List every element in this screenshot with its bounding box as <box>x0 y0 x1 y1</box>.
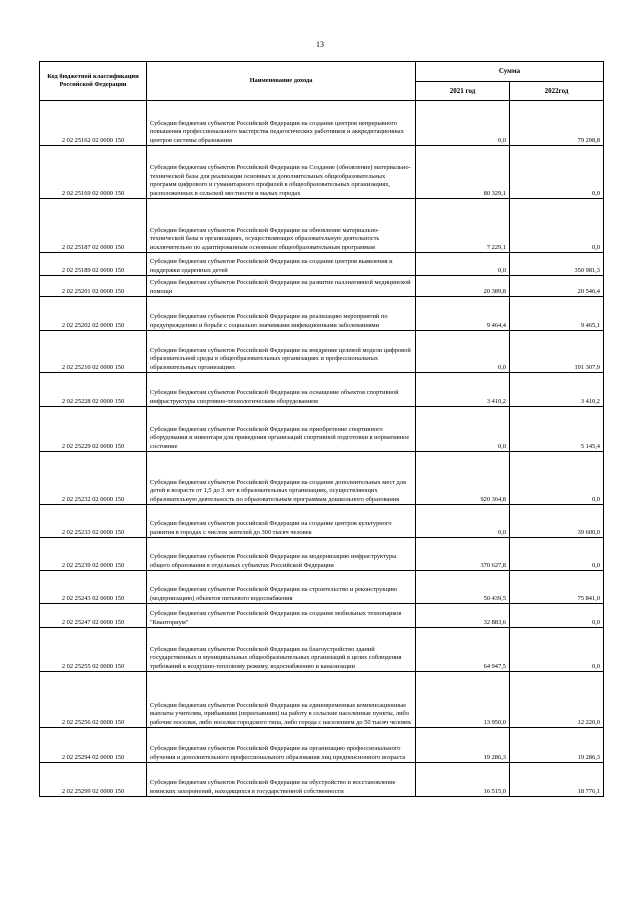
row-value-2021: 0,0 <box>416 101 510 146</box>
row-value-2021: 3 410,2 <box>416 373 510 407</box>
row-value-2022: 0,0 <box>510 146 604 199</box>
row-code: 2 02 25210 02 0000 150 <box>40 331 147 373</box>
row-value-2021: 0,0 <box>416 505 510 538</box>
row-value-2022: 39 600,0 <box>510 505 604 538</box>
row-value-2021: 9 464,4 <box>416 297 510 331</box>
row-code: 2 02 25255 02 0000 150 <box>40 628 147 672</box>
row-name: Субсидии бюджетам субъектов Российской Федерации на обновление материально-технической базы в организациях, осуществляющих образовательную деятельность исключительно по адаптированным основным общеобразовательным программам <box>147 199 416 253</box>
table-row <box>40 505 604 538</box>
row-value-2021: 7 229,1 <box>416 199 510 253</box>
row-code: 2 02 25239 02 0000 150 <box>40 538 147 571</box>
row-name: Субсидии бюджетам субъектов Российской Федерации на благоустройство зданий государственных и муниципальных общеобразовательных организаций в целях соблюдения требований к воздушно-тепловому режиму, водоснабжению и канализации <box>147 628 416 672</box>
row-name: Субсидии бюджетам субъектов Российской Федерации на оснащение объектов спортивной инфраструктуры спортивно-технологическим оборудованием <box>147 373 416 407</box>
row-value-2022: 3 410,2 <box>510 373 604 407</box>
row-value-2022: 0,0 <box>510 538 604 571</box>
row-name: Субсидии бюджетам субъектов Российской Федерации на обустройство и восстановление воинских захоронений, находящихся в государственной собственности <box>147 763 416 797</box>
row-code: 2 02 25202 02 0000 150 <box>40 297 147 331</box>
table-row <box>40 763 604 797</box>
row-code: 2 02 25256 02 0000 150 <box>40 672 147 728</box>
row-value-2022: 18 776,1 <box>510 763 604 797</box>
table-row <box>40 276 604 297</box>
row-code: 2 02 25228 02 0000 150 <box>40 373 147 407</box>
row-code: 2 02 25229 02 0000 150 <box>40 407 147 452</box>
row-name: Субсидии бюджетам субъектов Российской Федерации на организацию профессионального обучения и дополнительного профессионального образования лиц предпенсионного возраста <box>147 728 416 763</box>
table-row <box>40 199 604 253</box>
row-name: Субсидии бюджетам субъектов Российской Федерации на создание дополнительных мест для детей в возрасте от 1,5 до 3 лет в образовательных организациях, осуществляющих образовательную деятельность по образовательным программам дошкольного образования <box>147 452 416 505</box>
row-name: Субсидии бюджетам субъектов российской Федерации на создание центров культурного развития в городах с числом жителей до 300 тысяч человек <box>147 505 416 538</box>
row-code: 2 02 25233 02 0000 150 <box>40 505 147 538</box>
row-value-2022: 9 465,1 <box>510 297 604 331</box>
row-code: 2 02 25189 02 0000 150 <box>40 253 147 276</box>
table-row <box>40 101 604 146</box>
row-value-2022: 0,0 <box>510 604 604 628</box>
row-value-2021: 0,0 <box>416 253 510 276</box>
row-code: 2 02 25201 02 0000 150 <box>40 276 147 297</box>
table-row <box>40 331 604 373</box>
row-value-2021: 80 329,1 <box>416 146 510 199</box>
row-name: Субсидии бюджетам субъектов Российской Федерации на создание мобильных технопарков "Кванториум" <box>147 604 416 628</box>
table-row <box>40 538 604 571</box>
header-year-2021: 2021 год <box>416 81 510 101</box>
header-sum: Сумма <box>416 62 604 82</box>
row-name: Субсидии бюджетам субъектов Российской Федерации на создание центров выявления и поддержки одаренных детей <box>147 253 416 276</box>
header-year-2022: 2022год <box>510 81 604 101</box>
table-row <box>40 628 604 672</box>
table-row <box>40 373 604 407</box>
row-value-2021: 0,0 <box>416 407 510 452</box>
row-value-2022: 350 981,3 <box>510 253 604 276</box>
row-code: 2 02 25247 02 0000 150 <box>40 604 147 628</box>
header-name: Наименование дохода <box>147 62 416 101</box>
row-code: 2 02 25294 02 0000 150 <box>40 728 147 763</box>
row-name: Субсидии бюджетам субъектов Российской Федерации на реализацию мероприятий по предупреждению и борьбе с социально значимыми инфекционными заболеваниями <box>147 297 416 331</box>
row-value-2022: 0,0 <box>510 452 604 505</box>
row-code: 2 02 25169 02 0000 150 <box>40 146 147 199</box>
table-body <box>40 101 604 797</box>
row-value-2022: 75 841,0 <box>510 571 604 604</box>
row-value-2021: 370 627,8 <box>416 538 510 571</box>
row-name: Субсидии бюджетам субъектов Российской Федерации на приобретение спортивного оборудования и инвентаря для приведения организаций спортивной подготовки в нормативное состояние <box>147 407 416 452</box>
row-value-2021: 32 883,6 <box>416 604 510 628</box>
row-name: Субсидии бюджетам субъектов Российской Федерации на строительство и реконструкцию (модернизацию) объектов питьевого водоснабжения <box>147 571 416 604</box>
table-row <box>40 253 604 276</box>
row-value-2021: 920 364,8 <box>416 452 510 505</box>
row-value-2021: 64 947,5 <box>416 628 510 672</box>
row-value-2022: 191 307,9 <box>510 331 604 373</box>
row-code: 2 02 25299 02 0000 150 <box>40 763 147 797</box>
row-value-2021: 0,0 <box>416 331 510 373</box>
row-value-2022: 5 145,4 <box>510 407 604 452</box>
row-name: Субсидии бюджетам субъектов Российской Федерации на модернизацию инфраструктуры общего образования в отдельных субъектах Российской Федерации <box>147 538 416 571</box>
row-value-2021: 13 950,0 <box>416 672 510 728</box>
row-name: Субсидии бюджетам субъектов Российской Федерации на единовременные компенсационные выплаты учителям, прибывшим (переехавшим) на работу в сельские населенные пункты, либо рабочие поселки, либо поселки городского типа, либо города с населением до 50 тысяч человек <box>147 672 416 728</box>
row-value-2021: 50 439,5 <box>416 571 510 604</box>
table-row <box>40 146 604 199</box>
row-name: Субсидии бюджетам субъектов Российской Федерации на создание центров непрерывного повышения профессионального мастерства педагогических работников и аккредитационных центров системы образования <box>147 101 416 146</box>
row-value-2022: 20 546,4 <box>510 276 604 297</box>
row-value-2022: 79 298,8 <box>510 101 604 146</box>
table-row <box>40 728 604 763</box>
table-row <box>40 297 604 331</box>
budget-revenue-table <box>39 61 604 797</box>
row-value-2021: 20 389,8 <box>416 276 510 297</box>
row-value-2022: 0,0 <box>510 628 604 672</box>
table-row <box>40 604 604 628</box>
header-code: Код бюджетной классификации Российской Федерации <box>40 62 147 101</box>
table-row <box>40 452 604 505</box>
row-value-2021: 19 286,3 <box>416 728 510 763</box>
row-name: Субсидии бюджетам субъектов Российской Федерации на развитие паллиативной медицинской помощи <box>147 276 416 297</box>
table-row <box>40 571 604 604</box>
row-name: Субсидии бюджетам субъектов Российской Федерации на Создание (обновление) материально-технической базы для реализации основных и дополнительных общеобразовательных программ цифрового и гуманитарного профилей в общеобразовательных организациях, расположенных в сельской местности и малых городах <box>147 146 416 199</box>
row-code: 2 02 25162 02 0000 150 <box>40 101 147 146</box>
row-value-2022: 12 220,0 <box>510 672 604 728</box>
row-code: 2 02 25187 02 0000 150 <box>40 199 147 253</box>
row-value-2022: 0,0 <box>510 199 604 253</box>
row-value-2022: 19 286,3 <box>510 728 604 763</box>
table-row <box>40 407 604 452</box>
row-value-2021: 16 515,0 <box>416 763 510 797</box>
row-code: 2 02 25243 02 0000 150 <box>40 571 147 604</box>
table-row <box>40 672 604 728</box>
row-name: Субсидии бюджетам субъектов Российской Федерации на внедрение целевой модели цифровой образовательной среды в общеобразовательных организациях и профессиональных образовательных организациях <box>147 331 416 373</box>
page-number: 13 <box>316 40 324 49</box>
row-code: 2 02 25232 02 0000 150 <box>40 452 147 505</box>
